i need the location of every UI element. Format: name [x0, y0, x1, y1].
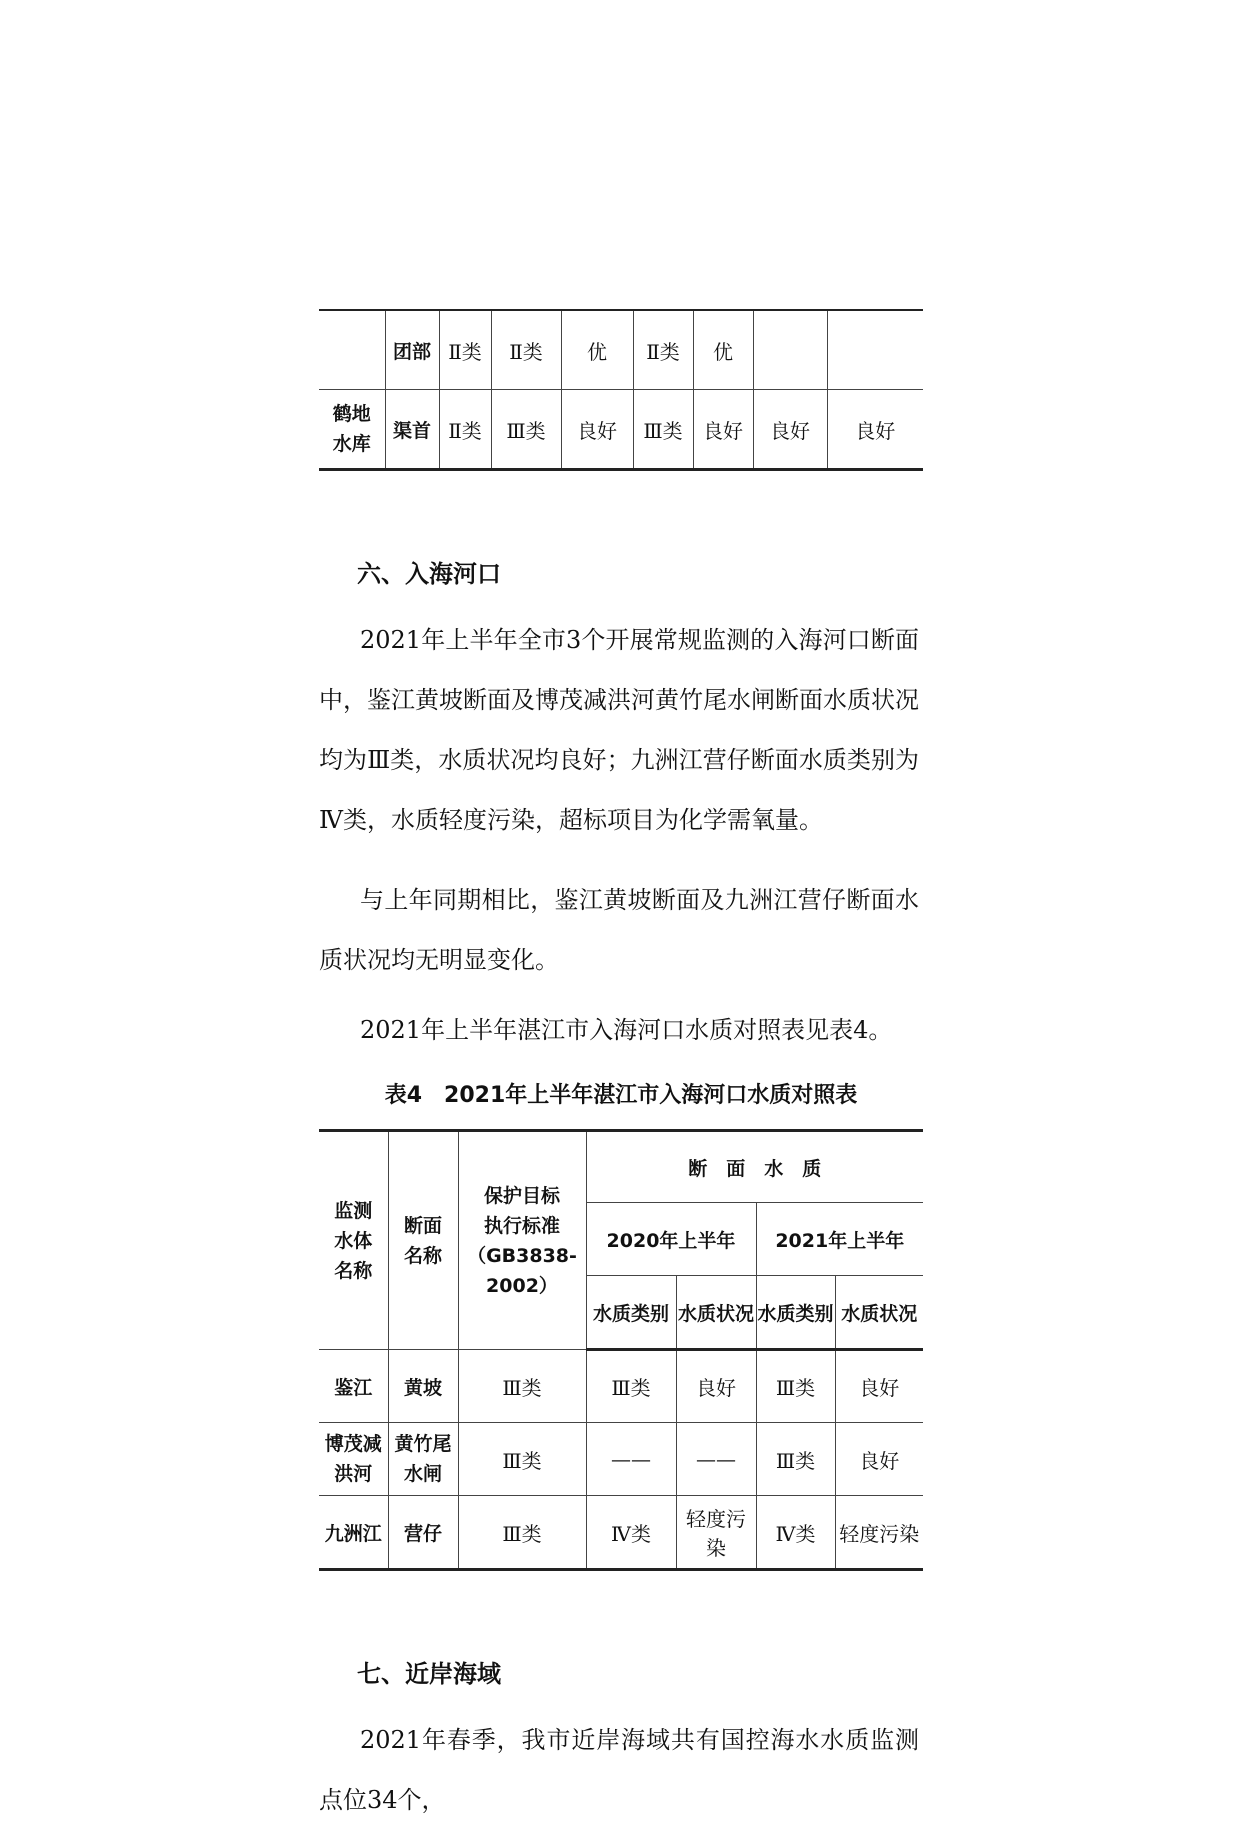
- section-heading-estuary: 六、入海河口: [357, 560, 501, 588]
- table-cell: 良好: [676, 1350, 756, 1423]
- water-body-cell: 鹤地 水库: [319, 390, 385, 470]
- table-cell: 良好: [753, 390, 827, 470]
- header-section: 断面 名称: [388, 1131, 458, 1350]
- water-body-cell: [319, 310, 385, 390]
- table-row: [319, 1496, 923, 1570]
- table-cell: Ⅳ类: [756, 1496, 835, 1570]
- reservoir-table: [319, 309, 923, 471]
- table-caption: 表4 2021年上半年湛江市入海河口水质对照表: [384, 1083, 858, 1108]
- table-cell: 良好: [693, 390, 753, 470]
- section-cell: 渠首: [385, 390, 439, 470]
- table-row: [319, 1350, 923, 1423]
- water-body-cell: 九洲江: [319, 1496, 388, 1570]
- header-standard: 保护目标 执行标准 （GB3838- 2002）: [458, 1131, 586, 1350]
- table-cell: 优: [561, 310, 633, 390]
- header-status: 水质状况: [676, 1276, 756, 1350]
- table-cell: ——: [676, 1423, 756, 1496]
- header-quality-group: 断 面 水 质: [586, 1131, 923, 1203]
- table-cell: Ⅱ类: [491, 310, 561, 390]
- table-cell: Ⅲ类: [756, 1423, 835, 1496]
- table-cell: 良好: [835, 1423, 923, 1496]
- section-heading-coastal: 七、近岸海域: [357, 1660, 501, 1688]
- paragraph: 2021年春季，我市近岸海域共有国控海水水质监测点位34个，: [319, 1726, 919, 1814]
- estuary-quality-table: [319, 1129, 923, 1571]
- table-cell: Ⅲ类: [756, 1350, 835, 1423]
- header-category: 水质类别: [586, 1276, 676, 1350]
- table-row: [319, 1423, 923, 1496]
- table-row: [319, 310, 923, 390]
- table-cell: Ⅲ类: [491, 390, 561, 470]
- table-row: [319, 390, 923, 470]
- paragraph: 与上年同期相比，鉴江黄坡断面及九洲江营仔断面水质状况均无明显变化。: [319, 886, 919, 974]
- header-year-2021: 2021年上半年: [756, 1203, 923, 1276]
- table-cell: Ⅱ类: [439, 390, 491, 470]
- table-cell: Ⅲ类: [458, 1423, 586, 1496]
- table-cell: Ⅲ类: [458, 1496, 586, 1570]
- table-cell: ——: [586, 1423, 676, 1496]
- paragraph: 2021年上半年全市3个开展常规监测的入海河口断面中，鉴江黄坡断面及博茂减洪河黄竹尾水闸断面水质状况均为Ⅲ类，水质状况均良好；九洲江营仔断面水质类别为Ⅳ类，水质轻度污染，超标项目为化学需氧量。: [319, 626, 919, 834]
- table-cell: Ⅲ类: [586, 1350, 676, 1423]
- table-cell: Ⅳ类: [586, 1496, 676, 1570]
- water-body-cell: 博茂减 洪河: [319, 1423, 388, 1496]
- table-cell: 良好: [561, 390, 633, 470]
- header-year-2020: 2020年上半年: [586, 1203, 756, 1276]
- table-cell: Ⅲ类: [458, 1350, 586, 1423]
- water-body-cell: 鉴江: [319, 1350, 388, 1423]
- table-cell: Ⅱ类: [439, 310, 491, 390]
- table-cell: 优: [693, 310, 753, 390]
- section-cell: 营仔: [388, 1496, 458, 1570]
- section-cell: 团部: [385, 310, 439, 390]
- header-water-body: 监测 水体 名称: [319, 1131, 388, 1350]
- table-cell: 良好: [827, 390, 923, 470]
- header-row: [319, 1131, 923, 1203]
- table-cell: Ⅱ类: [633, 310, 693, 390]
- header-category: 水质类别: [756, 1276, 835, 1350]
- table-cell: [827, 310, 923, 390]
- table-cell: 良好: [835, 1350, 923, 1423]
- header-status: 水质状况: [835, 1276, 923, 1350]
- table-cell: Ⅲ类: [633, 390, 693, 470]
- section-cell: 黄竹尾 水闸: [388, 1423, 458, 1496]
- table-cell: 轻度污染: [835, 1496, 923, 1570]
- table-cell: 轻度污染: [676, 1496, 756, 1570]
- paragraph: 2021年上半年湛江市入海河口水质对照表见表4。: [360, 1016, 893, 1044]
- table-cell: [753, 310, 827, 390]
- section-cell: 黄坡: [388, 1350, 458, 1423]
